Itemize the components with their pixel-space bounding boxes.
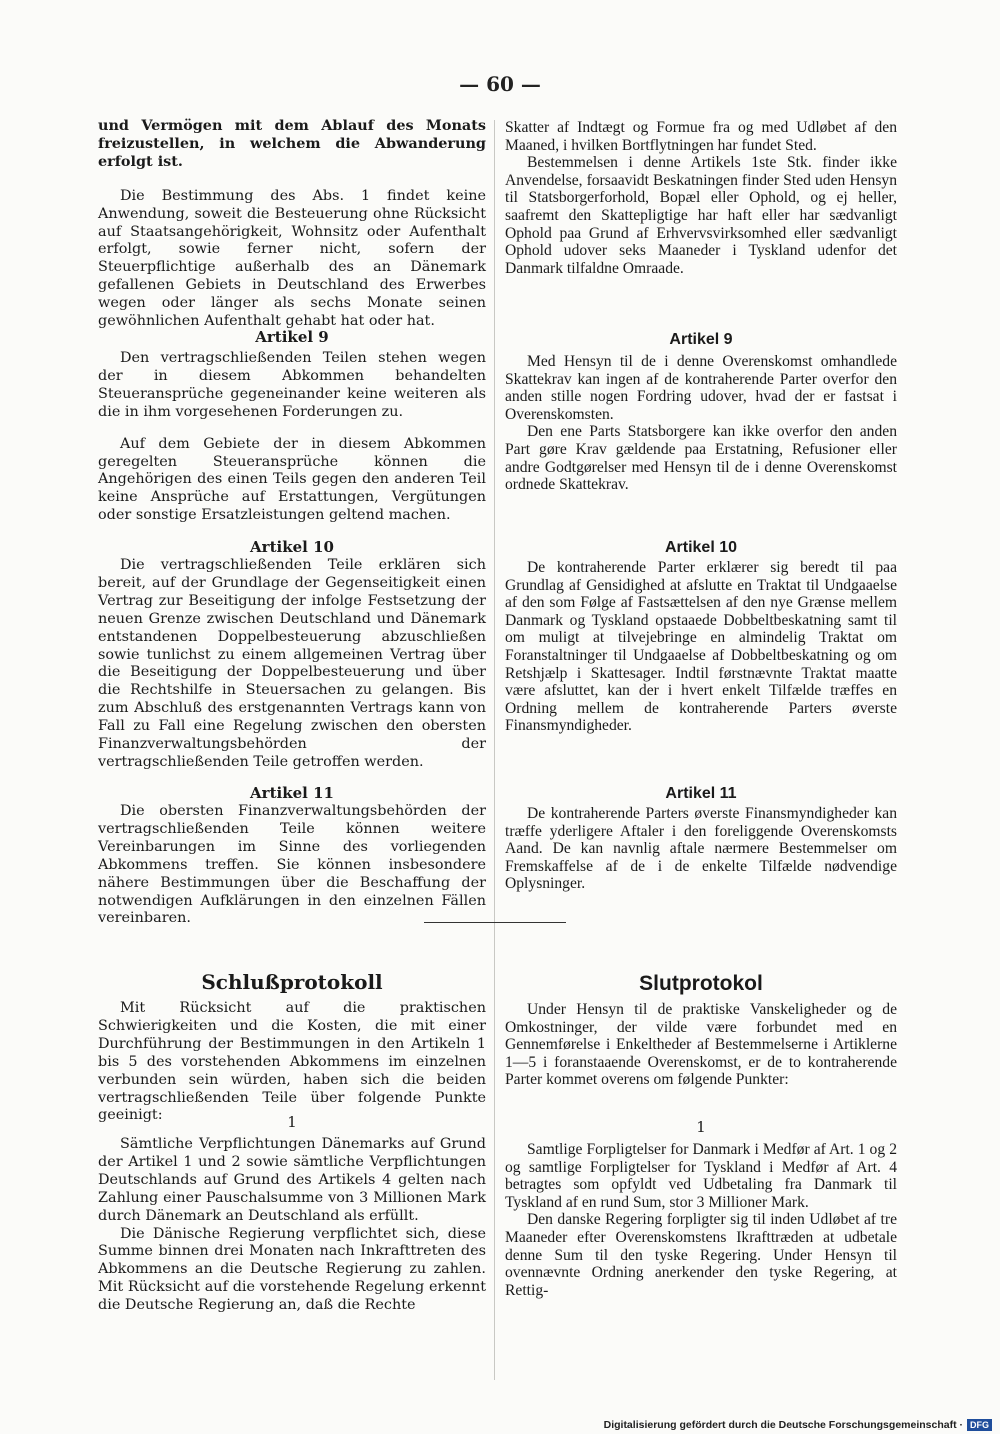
danish-intro-paragraph-2: Bestemmelsen i denne Artikels 1ste Stk. finder ikke Anvendelse, forsaavidt Beskatningen finder Sted uden Hensyn til Statsborgerforhold, Bopæl eller Ophold, og ej heller, saafremt den Skattepligtige har haft eller har sædvanligt Ophold paa Grund af Erhvervsvirksomhed eller sædvanligt Ophold udover seks Maaneder i Tyskland udenfor det Danmark tilfaldne Omraade. [505, 154, 897, 277]
german-protocol-intro-paragraph: Mit Rücksicht auf die praktischen Schwierigkeiten und die Kosten, die mit einer Durchführung der Bestimmungen in den Artikeln 1 bis 5 des vorstehenden Abkommens im einzelnen verbunden sein würden, haben sich die beiden vertragschließenden Teile über folgende Punkte geeinigt: [98, 1000, 486, 1124]
danish-article-10-paragraph: De kontraherende Parter erklærer sig beredt til paa Grundlag af Gensidighed at afslutte en Traktat til Undgaaelse af den som Følge af Fastsættelsen af den nye Grænse mellem Danmark og Tyskland opstaaede Dobbeltbeskatning samt til om muligt at tilvejebringe en almindelig Traktat om Foranstaltninger til Undgaaelse af Dobbeltbeskatning og om Retshjælp i Skattesager. Indtil førstnævnte Traktat maatte være afsluttet, kan der i hvert enkelt Tilfælde træffes en Ordning mellem de kontraherende Parters øverste Finansmyndigheder. [505, 559, 897, 735]
german-point-1-number: 1 [287, 1113, 297, 1131]
german-article-9 [98, 350, 486, 525]
german-article-11-heading: Artikel 11 [250, 784, 334, 802]
danish-protocol-title: Slutprotokol [639, 972, 763, 995]
dfg-logo: DFG [967, 1419, 992, 1431]
german-article-9-paragraph-1: Den vertragschließenden Teilen stehen wegen der in diesem Abkommen behandelten Steueransprüche gegeneinander keine weiteren als die in ihm vorgesehenen Forderungen zu. [98, 350, 486, 420]
danish-article-9 [505, 353, 897, 494]
german-article-10-paragraph: Die vertragschließenden Teile erklären sich bereit, auf der Grundlage der Gegenseitigkeit einen Vertrag zur Beseitigung der infolge Festsetzung der neuen Grenze zwischen Deutschland und Dänemark entstandenen Doppelbesteuerung abzuschließen sowie tunlichst zu einem allgemeinen Vertrag über die Beseitigung der Doppelbesteuerung und über die Rechtshilfe in Steuersachen zu gelangen. Bis zum Abschluß des erstgenannten Vertrags kann von Fall zu Fall eine Regelung zwischen den obersten Finanzverwaltungsbehörden der vertragschließenden Teile getroffen werden. [98, 557, 486, 770]
danish-point-1-paragraph-1: Samtlige Forpligtelser for Danmark i Medfør af Art. 1 og 2 og samtlige Forpligtelser for Tyskland i Medfør af Art. 4 betragtes som opfyldt ved Udbetaling fra Danmark til Tyskland af en rund Sum, stor 3 Millioner Mark. [505, 1141, 897, 1211]
danish-article-11 [505, 805, 897, 893]
german-article-11-paragraph: Die obersten Finanzverwaltungsbehörden der vertragschließenden Teile können weitere Vereinbarungen im Sinne des vorliegenden Abkommens treffen. Sie können insbesondere nähere Bestimmungen über die Beschaffung der notwendigen Aufklärungen in den einzelnen Fällen vereinbaren. [98, 803, 486, 927]
german-article-10-heading: Artikel 10 [250, 538, 334, 556]
danish-point-1 [505, 1141, 897, 1299]
danish-point-1-paragraph-2: Den danske Regering forpligter sig til inden Udløbet af tre Maaneder efter Overenskomstens Ikrafttræden at udbetale denne Sum til den tyske Regering. Under Hensyn til ovennævnte Ordning anerkender den tyske Regering, at Rettig- [505, 1211, 897, 1299]
footer [604, 1419, 992, 1431]
german-article-11 [98, 803, 486, 928]
danish-article-11-heading: Artikel 11 [665, 785, 737, 802]
danish-article-10 [505, 559, 897, 735]
footer-text: Digitalisierung gefördert durch die Deutsche Forschungsgemeinschaft · [603, 1419, 963, 1431]
danish-article-9-heading: Artikel 9 [669, 331, 733, 348]
danish-intro-paragraph-1: Skatter af Indtægt og Formue fra og med Udløbet af den Maaned, i hvilken Bortflytningen har fundet Sted. [505, 119, 897, 154]
danish-protocol-intro [505, 1001, 897, 1089]
column-divider [494, 120, 495, 1380]
german-point-1-paragraph-2: Die Dänische Regierung verpflichtet sich, diese Summe binnen drei Monaten nach Inkrafttreten des Abkommens an die Deutsche Regierung zu zahlen. Mit Rücksicht auf die vorstehende Regelung erkennt die Deutsche Regierung an, daß die Rechte [98, 1225, 486, 1314]
german-article-10 [98, 557, 486, 772]
german-point-1-paragraph-1: Sämtliche Verpflichtungen Dänemarks auf Grund der Artikel 1 und 2 sowie sämtliche Verpflichtungen Deutschlands auf Grund des Artikels 4 gelten nach Zahlung einer Pauschalsumme von 3 Millionen Mark durch Dänemark an Deutschland als erfüllt. [98, 1136, 486, 1224]
page-number: — 60 — [459, 72, 541, 96]
danish-article-11-paragraph: De kontraherende Parters øverste Finansmyndigheder kan træffe yderligere Aftaler i den foreliggende Overenskomsts Aand. De kan navnlig aftale nærmere Bestemmelser om Fremskaffelse af de i de enkelte Tilfælde nødvendige Oplysninger. [505, 805, 897, 893]
german-protocol-title: Schlußprotokoll [201, 970, 383, 994]
german-article-9-paragraph-2: Auf dem Gebiete der in diesem Abkommen geregelten Steueransprüche können die Angehörigen des einen Teils gegen den anderen Teil keine Ansprüche auf Erstattungen, Vergütungen oder sonstige Ersatzleistungen geltend machen. [98, 435, 486, 524]
danish-protocol-intro-paragraph: Under Hensyn til de praktiske Vanskeligheder og de Omkostninger, der vilde være forbundet med en Gennemførelse i Enkeltheder af Bestemmelserne i Artiklerne 1—5 i foranstaaende Overenskomst, er de to kontraherende Parter kommet overens om følgende Punkter: [505, 1001, 897, 1089]
danish-article-9-paragraph-2: Den ene Parts Statsborgere kan ikke overfor den anden Part gøre Krav gældende paa Erstatning, Refusioner eller andre Godtgørelser med Hensyn til de i denne Overenskomst ordnede Skattekrav. [505, 423, 897, 494]
german-article-9-heading: Artikel 9 [255, 328, 329, 346]
danish-article-10-heading: Artikel 10 [664, 539, 738, 556]
german-intro [98, 117, 486, 331]
german-protocol-intro [98, 1000, 486, 1125]
german-point-1 [98, 1136, 486, 1315]
danish-article-9-paragraph-1: Med Hensyn til de i denne Overenskomst omhandlede Skattekrav kan ingen af de kontraherende Parter overfor den anden stille nogen Fordring udover, hvad der er fastsat i Overenskomsten. [505, 353, 897, 423]
danish-intro [505, 119, 897, 277]
german-intro-paragraph-2: Die Bestimmung des Abs. 1 findet keine Anwendung, soweit die Besteuerung ohne Rücksicht auf Staatsangehörigkeit, Wohnsitz oder Aufenthalt erfolgt, sowie ferner nicht, sofern der Steuerpflichtige außerhalb des an Dänemark gefallenen Gebiets in Deutschland des Erwerbes wegen oder länger als sechs Monate seinen gewöhnlichen Aufenthalt gehabt hat oder hat. [98, 187, 486, 330]
danish-point-1-number: 1 [696, 1118, 706, 1136]
german-intro-paragraph-1: und Vermögen mit dem Ablauf des Monats freizustellen, in welchem die Abwanderung erfolgt ist. [98, 117, 486, 170]
